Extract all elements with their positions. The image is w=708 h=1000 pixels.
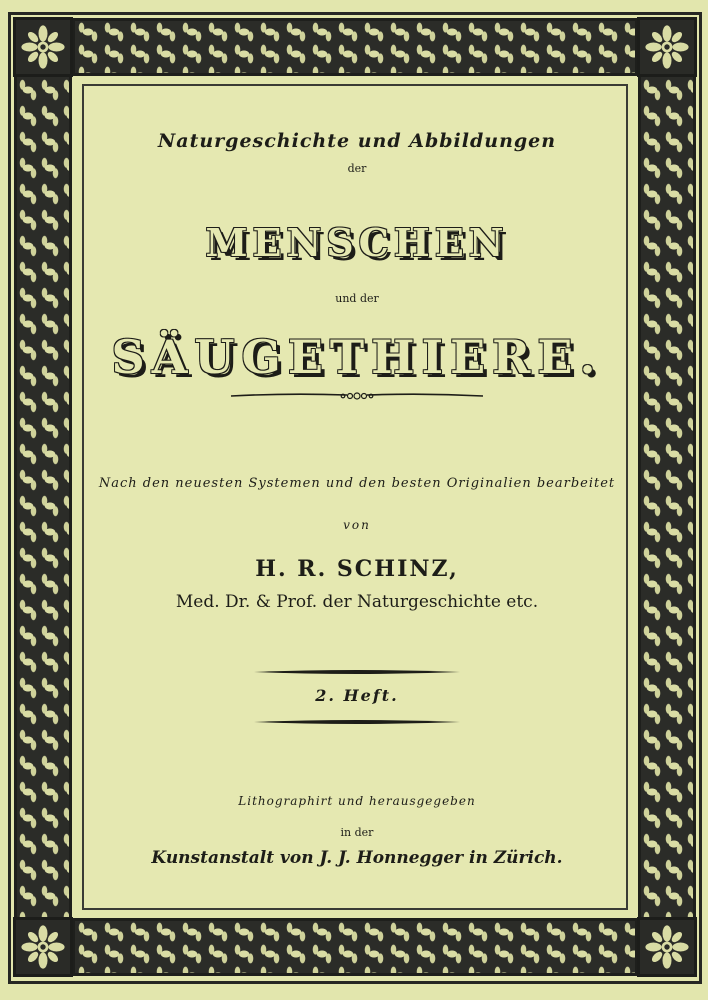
issue-number: 2. Heft. [315,686,399,705]
publisher-line-2: in der [340,826,374,839]
foliage-border-left [14,74,72,920]
rosette-ornament-icon [637,917,697,977]
title-und-der: und der [335,292,379,305]
rosette-ornament-icon [13,17,73,77]
foliage-border-right [638,74,696,920]
rosette-ornament-icon [13,917,73,977]
title-menschen: MENSCHEN [205,220,509,265]
publisher-line-1: Lithographirt und herausgegeben [238,794,476,808]
author-credentials: Med. Dr. & Prof. der Naturgeschichte etc. [175,592,539,612]
divider-rule-top [254,668,460,676]
by-line: von [343,518,371,532]
title-panel [82,84,628,910]
author-name: H. R. SCHINZ, [255,556,459,582]
foliage-border-bottom [72,918,638,976]
title-saeugethiere: SÄUGETHIERE. [111,330,603,384]
subtitle: Nach den neuesten Systemen und den besten Originalien bearbeitet [98,476,616,491]
scroll-divider-icon [229,389,485,403]
rosette-ornament-icon [637,17,697,77]
title-line-1: Naturgeschichte und Abbildungen [157,130,557,152]
foliage-border-top [72,18,638,76]
divider-rule-bottom [254,718,460,726]
publisher-line-3: Kunstanstalt von J. J. Honnegger in Zürich. [151,848,563,868]
title-der: der [347,162,367,175]
